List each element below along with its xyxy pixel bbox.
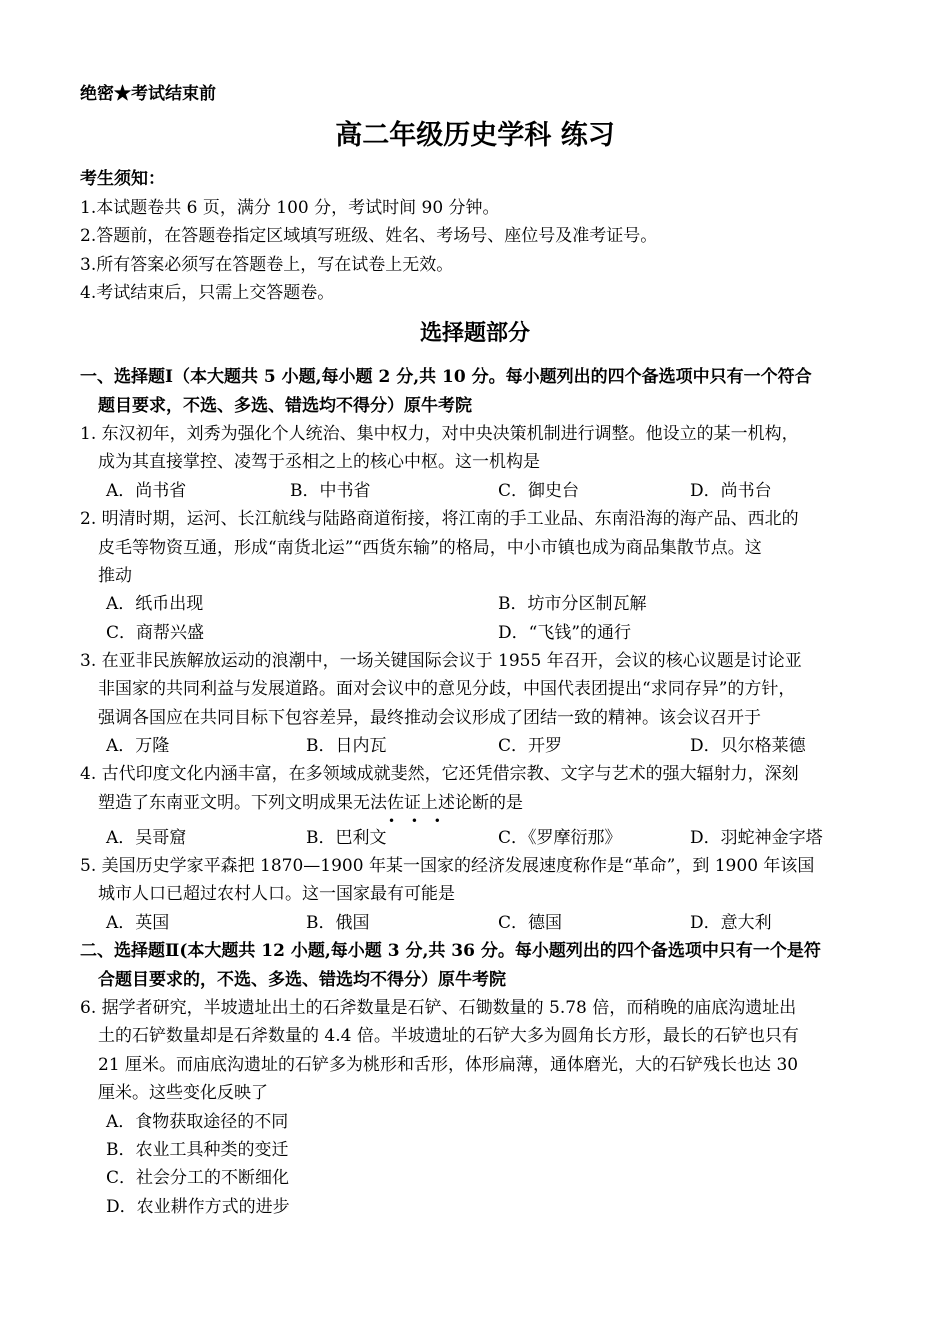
q3-option-b: B．日内瓦 [306,736,387,756]
question-1-text-cont: 成为其直接掌控、凌驾于丞相之上的核心中枢。这一机构是 [98,452,540,472]
q1-option-d: D．尚书台 [690,481,772,501]
question-4-text: 4. 古代印度文化内涵丰富，在多领域成就斐然，它还凭借宗教、文字与艺术的强大辐射力，深刻 [80,764,799,784]
section-title: 选择题部分 [419,320,530,346]
q1-option-a: A．尚书省 [106,481,187,501]
question-2-text-cont: 皮毛等物资互通，形成“南货北运”“西货东输”的格局，中小市镇也成为商品集散节点。这 [98,538,762,558]
question-4-text-cont: 塑造了东南亚文明。下列文明成果无法佐证上述论断的是 [98,793,523,813]
question-2-text: 2. 明清时期，运河、长江航线与陆路商道衔接，将江南的手工业品、东南沿海的海产品、西北的 [80,509,799,529]
question-6-text-cont: 土的石铲数量却是石斧数量的 4.4 倍。半坡遗址的石铲大多为圆角长方形，最长的石铲也只有 [98,1026,799,1046]
q5-option-c: C．德国 [498,913,563,933]
q3-option-d: D．贝尔格莱德 [690,736,806,756]
q2-option-b: B．坊市分区制瓦解 [498,594,647,614]
q6-option-a: A．食物获取途径的不同 [106,1112,289,1132]
page-title: 高二年级历史学科 练习 [335,120,615,151]
q2-option-c: C．商帮兴盛 [106,623,205,643]
instruction-item: 3.所有答案必须写在答题卷上，写在试卷上无效。 [80,255,454,275]
q6-option-b: B．农业工具种类的变迁 [106,1140,289,1160]
q4-option-a: A．吴哥窟 [106,828,187,848]
instructions-heading: 考生须知： [80,169,165,189]
question-5-text: 5. 美国历史学家平森把 1870—1900 年某一国家的经济发展速度称作是“革命”，到 1900 年该国 [80,856,815,876]
question-3-text-cont: 非国家的共同利益与发展道路。面对会议中的意见分歧，中国代表团提出“求同存异”的方针， [98,679,796,699]
part2-heading-cont: 合题目要求的，不选、多选、错选均不得分）原牛考院 [98,970,506,990]
part2-heading: 二、选择题Ⅱ(本大题共 12 小题,每小题 3 分,共 36 分。每小题列出的四个备选项中只有一个是符 [80,941,821,961]
instruction-item: 4.考试结束后，只需上交答题卷。 [80,283,335,303]
question-6-text-cont: 厘米。这些变化反映了 [98,1083,268,1103]
q6-option-c: C．社会分工的不断细化 [106,1168,290,1188]
question-2-text-cont: 推动 [98,566,132,586]
emphasis-dots: • • • [388,814,447,828]
question-6-text: 6. 据学者研究，半坡遗址出土的石斧数量是石铲、石锄数量的 5.78 倍，而稍晚的庙底沟遗址出 [80,998,797,1018]
q4-option-b: B．巴利文 [306,828,387,848]
q6-option-d: D．农业耕作方式的进步 [106,1197,290,1217]
q3-option-a: A．万隆 [106,736,170,756]
question-5-text-cont: 城市人口已超过农村人口。这一国家最有可能是 [98,884,455,904]
question-3-text-cont: 强调各国应在共同目标下包容差异，最终推动会议形成了团结一致的精神。该会议召开于 [98,708,761,728]
q5-option-b: B．俄国 [306,913,370,933]
q3-option-c: C．开罗 [498,736,563,756]
question-3-text: 3. 在亚非民族解放运动的浪潮中，一场关键国际会议于 1955 年召开，会议的核心议题是讨论亚 [80,651,802,671]
part1-heading: 一、选择题Ⅰ（本大题共 5 小题,每小题 2 分,共 10 分。每小题列出的四个备选项中只有一个符合 [80,367,812,387]
question-6-text-cont: 21 厘米。而庙底沟遗址的石铲多为桃形和舌形，体形扁薄，通体磨光，大的石铲残长也达 30 [98,1055,799,1075]
confidential-label: 绝密★考试结束前 [80,84,216,104]
instruction-item: 1.本试题卷共 6 页，满分 100 分，考试时间 90 分钟。 [80,198,500,218]
q5-option-a: A．英国 [106,913,170,933]
q4-option-c: C．《罗摩衍那》 [498,828,622,848]
q2-option-d: D．“飞钱”的通行 [498,623,632,643]
q1-option-c: C．御史台 [498,481,580,501]
instruction-item: 2.答题前，在答题卷指定区域填写班级、姓名、考场号、座位号及准考证号。 [80,226,658,246]
question-1-text: 1. 东汉初年，刘秀为强化个人统治、集中权力，对中央决策机制进行调整。他设立的某一机构， [80,424,799,444]
q4-option-d: D．羽蛇神金字塔 [690,828,823,848]
q5-option-d: D．意大利 [690,913,772,933]
q1-option-b: B．中书省 [290,481,371,501]
q2-option-a: A．纸币出现 [106,594,204,614]
part1-heading-cont: 题目要求，不选、多选、错选均不得分）原牛考院 [98,396,472,416]
